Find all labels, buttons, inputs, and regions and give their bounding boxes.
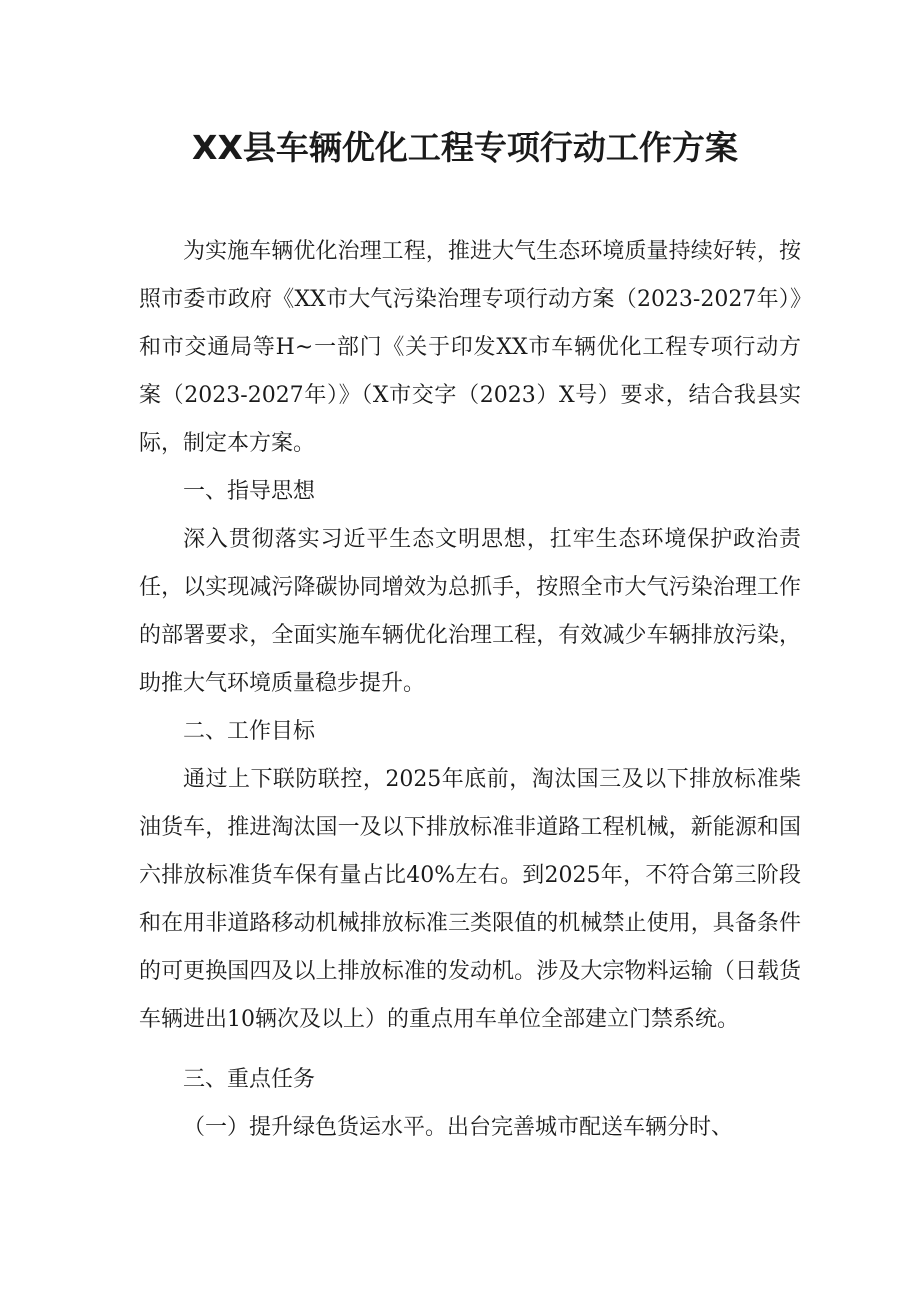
section-heading-key-tasks: 三、重点任务: [183, 1067, 316, 1092]
document-body: [139, 228, 801, 1152]
document-title: XX县车辆优化工程专项行动工作方案: [192, 128, 738, 167]
section-heading-guiding-ideology: 一、指导思想: [183, 479, 316, 504]
section-text-guiding-ideology: 深入贯彻落实习近平生态文明思想，扛牢生态环境保护政治责任，以实现减污降碳协同增效为总抓手，按照全市大气污染治理工作的部署要求，全面实施车辆优化治理工程，有效减少车辆排放污染，助推大气环境质量稳步提升。: [139, 527, 801, 696]
section-text-work-goals: 通过上下联防联控，2025年底前，淘汰国三及以下排放标准柴油货车，推进淘汰国一及以下排放标准非道路工程机械，新能源和国六排放标准货车保有量占比40%左右。到2025年，不符合第三阶段和在用非道路移动机械排放标准三类限值的机械禁止使用，具备条件的可更换国四及以上排放标准的发动机。涉及大宗物料运输（日载货车辆进出10辆次及以上）的重点用车单位全部建立门禁系统。: [139, 767, 801, 1032]
section-text-key-tasks: （一）提升绿色货运水平。出台完善城市配送车辆分时、: [183, 1115, 734, 1140]
intro-paragraph: 为实施车辆优化治理工程，推进大气生态环境质量持续好转，按照市委市政府《XX市大气污染治理专项行动方案（2023-2027年）》和市交通局等H~一部门《关于印发XX市车辆优化工程专项行动方案（2023-2027年）》（X市交字（2023）X号）要求，结合我县实际，制定本方案。: [139, 239, 801, 456]
section-heading-work-goals: 二、工作目标: [183, 719, 316, 744]
